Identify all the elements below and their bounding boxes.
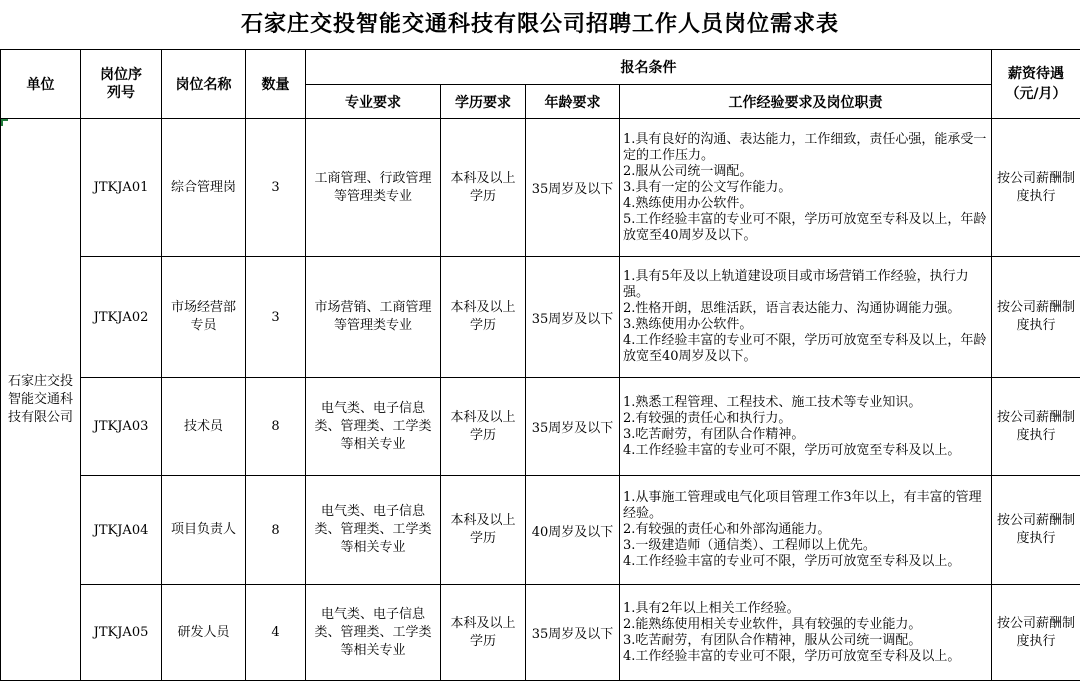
duty-item: 2.有较强的责任心和外部沟通能力。 xyxy=(623,522,831,537)
position-seq: JTKJA02 xyxy=(81,257,162,378)
major-requirement: 电气类、电子信息类、管理类、工学类等相关专业 xyxy=(306,476,441,585)
education-requirement: 本科及以上学历 xyxy=(441,257,526,378)
duty-item: 1.从事施工管理或电气化项目管理工作3年以上，有丰富的管理经验。 xyxy=(623,490,982,521)
position-name: 技术员 xyxy=(162,378,246,476)
header-seq: 岗位序列号 xyxy=(81,50,162,119)
header-unit: 单位 xyxy=(1,50,81,119)
duty-item: 2.性格开朗，思维活跃，语言表达能力、沟通协调能力强。 xyxy=(623,301,961,316)
header-education: 学历要求 xyxy=(441,85,526,119)
age-requirement: 35周岁及以下 xyxy=(526,257,620,378)
duties-cell xyxy=(620,257,992,378)
duty-item: 5.工作经验丰富的专业可不限，学历可放宽至专科及以上，年龄放宽至40周岁及以下。 xyxy=(623,211,987,243)
duty-item: 3.熟练使用办公软件。 xyxy=(623,317,753,332)
table-row xyxy=(1,257,1080,378)
position-seq: JTKJA01 xyxy=(81,119,162,257)
recruitment-table xyxy=(0,49,1080,681)
duty-item: 3.具有一定的公文写作能力。 xyxy=(623,179,792,195)
position-name: 研发人员 xyxy=(162,585,246,681)
position-name: 项目负责人 xyxy=(162,476,246,585)
position-count: 8 xyxy=(246,476,306,585)
page-title: 石家庄交投智能交通科技有限公司招聘工作人员岗位需求表 xyxy=(240,11,839,37)
duties-cell xyxy=(620,378,992,476)
duty-item: 1.具有良好的沟通、表达能力，工作细致，责任心强，能承受一定的工作压力。 xyxy=(623,131,987,163)
duty-item: 1.熟悉工程管理、工程技术、施工技术等专业知识。 xyxy=(623,394,922,410)
duty-item: 1.具有5年及以上轨道建设项目或市场营销工作经验，执行力强。 xyxy=(623,269,969,300)
major-requirement: 电气类、电子信息类、管理类、工学类等相关专业 xyxy=(306,585,441,681)
age-requirement: 35周岁及以下 xyxy=(526,119,620,257)
salary-cell: 按公司薪酬制度执行 xyxy=(992,119,1080,257)
header-conditions: 报名条件 xyxy=(306,50,992,85)
header-salary: 薪资待遇（元/月） xyxy=(992,50,1080,119)
position-seq: JTKJA04 xyxy=(81,476,162,585)
major-requirement: 工商管理、行政管理等管理类专业 xyxy=(306,119,441,257)
duty-item: 3.吃苦耐劳，有团队合作精神。 xyxy=(623,426,805,442)
header-position: 岗位名称 xyxy=(162,50,246,119)
salary-cell: 按公司薪酬制度执行 xyxy=(992,257,1080,378)
education-requirement: 本科及以上学历 xyxy=(441,378,526,476)
duties-cell xyxy=(620,585,992,681)
position-name: 市场经营部专员 xyxy=(162,257,246,378)
education-requirement: 本科及以上学历 xyxy=(441,119,526,257)
table-row xyxy=(1,476,1080,585)
header-experience: 工作经验要求及岗位职责 xyxy=(620,85,992,119)
education-requirement: 本科及以上学历 xyxy=(441,476,526,585)
header-count: 数量 xyxy=(246,50,306,119)
position-seq: JTKJA05 xyxy=(81,585,162,681)
salary-cell: 按公司薪酬制度执行 xyxy=(992,585,1080,681)
table-row xyxy=(1,378,1080,476)
duty-item: 3.吃苦耐劳，有团队合作精神，服从公司统一调配。 xyxy=(623,632,922,648)
major-requirement: 电气类、电子信息类、管理类、工学类等相关专业 xyxy=(306,378,441,476)
age-requirement: 35周岁及以下 xyxy=(526,585,620,681)
position-count: 8 xyxy=(246,378,306,476)
unit-name: 石家庄交投智能交通科技有限公司 xyxy=(1,119,81,681)
duties-cell xyxy=(620,476,992,585)
position-count: 3 xyxy=(246,119,306,257)
header-major: 专业要求 xyxy=(306,85,441,119)
duty-item: 2.服从公司统一调配。 xyxy=(623,163,753,179)
position-name: 综合管理岗 xyxy=(162,119,246,257)
salary-cell: 按公司薪酬制度执行 xyxy=(992,378,1080,476)
duty-item: 2.能熟练使用相关专业软件，具有较强的专业能力。 xyxy=(623,616,922,632)
header-age: 年龄要求 xyxy=(526,85,620,119)
salary-cell: 按公司薪酬制度执行 xyxy=(992,476,1080,585)
table-row xyxy=(1,585,1080,681)
major-requirement: 市场营销、工商管理等管理类专业 xyxy=(306,257,441,378)
age-requirement: 40周岁及以下 xyxy=(526,476,620,585)
duty-item: 4.工作经验丰富的专业可不限，学历可放宽至专科及以上，年龄放宽至40周岁及以下。 xyxy=(623,333,987,364)
duty-item: 2.有较强的责任心和执行力。 xyxy=(623,410,792,426)
duty-item: 4.工作经验丰富的专业可不限，学历可放宽至专科及以上。 xyxy=(623,442,961,458)
duty-item: 4.工作经验丰富的专业可不限，学历可放宽至专科及以上。 xyxy=(623,648,961,664)
duty-item: 1.具有2年以上相关工作经验。 xyxy=(623,600,800,616)
position-seq: JTKJA03 xyxy=(81,378,162,476)
duties-cell xyxy=(620,119,992,257)
table-row xyxy=(1,119,1080,257)
position-count: 3 xyxy=(246,257,306,378)
duty-item: 4.熟练使用办公软件。 xyxy=(623,195,753,211)
age-requirement: 35周岁及以下 xyxy=(526,378,620,476)
duty-item: 3.一级建造师（通信类）、工程师以上优先。 xyxy=(623,538,876,553)
position-count: 4 xyxy=(246,585,306,681)
duty-item: 4.工作经验丰富的专业可不限，学历可放宽至专科及以上。 xyxy=(623,554,961,569)
education-requirement: 本科及以上学历 xyxy=(441,585,526,681)
